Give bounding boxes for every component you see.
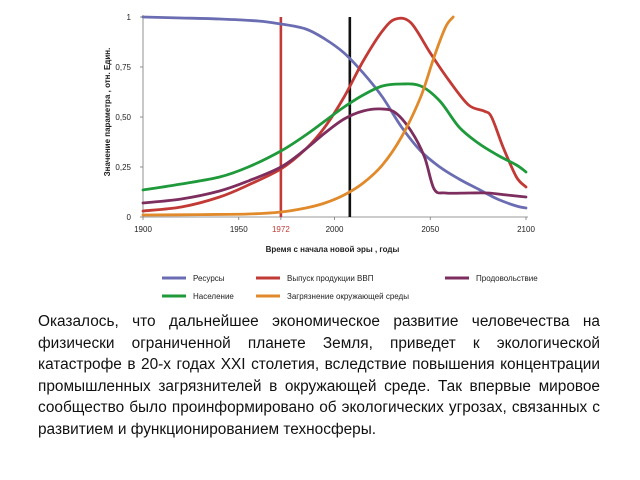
legend-item bbox=[162, 274, 225, 283]
series-line-3 bbox=[143, 109, 526, 203]
x-tick-label: 1950 bbox=[229, 225, 248, 234]
body-paragraph: Оказалось, что дальнейшее экономическое развитие человечества на физически ограниченной планете Земля, приведет к экологической катастрофе в 20-х годах XXI столетия, вследствие повышения концентрации промышленных загрязнителей в окружающей среде. Так впервые мировое сообщество было проинформировано об экологических угрозах, связанных с развитием и функционированием техносферы. bbox=[38, 313, 600, 438]
y-tick-label: 0,75 bbox=[115, 63, 131, 72]
chart-legend bbox=[162, 274, 538, 301]
legend-item bbox=[256, 274, 374, 283]
legend-item bbox=[445, 274, 538, 283]
x-tick-label: 1972 bbox=[271, 225, 290, 234]
legend-item bbox=[256, 292, 409, 301]
legend-label: Продовольствие bbox=[476, 274, 538, 283]
x-tick-label: 1900 bbox=[134, 225, 152, 234]
legend-label: Выпуск продукции ВВП bbox=[287, 274, 374, 283]
legend-item bbox=[162, 292, 234, 301]
y-tick-label: 0,25 bbox=[115, 163, 131, 172]
axis-ticks bbox=[115, 13, 535, 234]
vertical-markers bbox=[281, 17, 350, 217]
legend-label: Население bbox=[193, 292, 234, 301]
y-axis-label: Значение параметра , отн. Един. bbox=[103, 47, 112, 177]
legend-label: Ресурсы bbox=[193, 274, 225, 283]
x-axis-label: Время с начала новой эры , годы bbox=[265, 245, 400, 254]
series-lines bbox=[143, 17, 526, 215]
x-tick-label: 2050 bbox=[421, 225, 440, 234]
y-tick-label: 0,50 bbox=[115, 113, 131, 122]
y-tick-label: 1 bbox=[126, 13, 131, 22]
y-tick-label: 0 bbox=[126, 213, 131, 222]
series-line-5 bbox=[143, 17, 453, 215]
x-tick-label: 2100 bbox=[517, 225, 535, 234]
x-tick-label: 2000 bbox=[325, 225, 344, 234]
legend-label: Загрязнение окружающей среды bbox=[287, 292, 409, 301]
series-line-4 bbox=[143, 84, 526, 190]
